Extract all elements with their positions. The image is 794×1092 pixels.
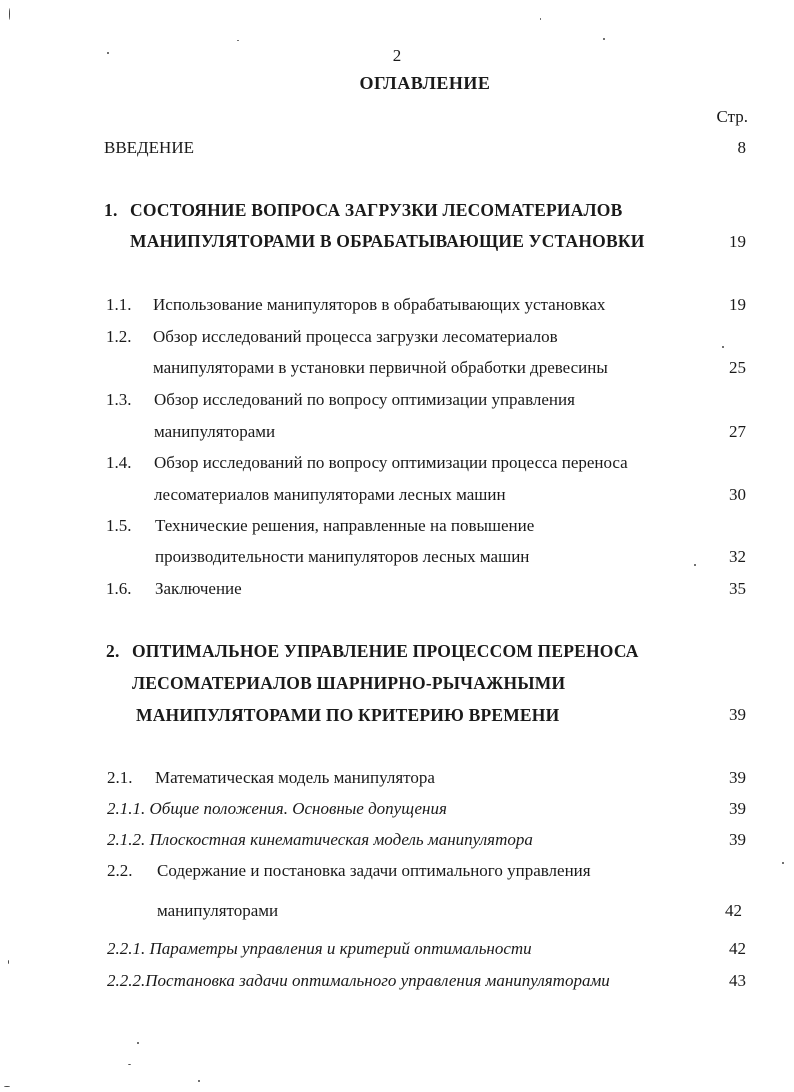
section-1-5-title-line-2: производительности манипуляторов лесных машин xyxy=(155,547,530,566)
toc-intro-title: ВВЕДЕНИЕ xyxy=(104,138,194,157)
section-1-2-title-line-2: манипуляторами в установки первичной обработки древесины xyxy=(153,358,608,377)
section-1-1-title: Использование манипуляторов в обрабатывающих установках xyxy=(153,295,606,314)
chapter-1-title-line-1: СОСТОЯНИЕ ВОПРОСА ЗАГРУЗКИ ЛЕСОМАТЕРИАЛОВ xyxy=(130,200,623,220)
chapter-2-title-line-3: МАНИПУЛЯТОРАМИ ПО КРИТЕРИЮ ВРЕМЕНИ xyxy=(136,705,560,725)
section-1-5-page: 32 xyxy=(729,547,746,566)
section-1-5-title-line-1: Технические решения, направленные на повышение xyxy=(155,516,535,535)
section-2-1-page: 39 xyxy=(729,768,746,787)
chapter-2-title-line-2: ЛЕСОМАТЕРИАЛОВ ШАРНИРНО-РЫЧАЖНЫМИ xyxy=(132,673,566,693)
chapter-1-page: 19 xyxy=(729,232,746,251)
section-1-6-number: 1.6. xyxy=(106,579,132,598)
subsection-2-1-2-title: 2.1.2. Плоскостная кинематическая модель манипулятора xyxy=(107,830,533,849)
subsection-2-1-2-page: 39 xyxy=(729,830,746,849)
subsection-2-2-2-page: 43 xyxy=(729,971,746,990)
section-1-3-number: 1.3. xyxy=(106,390,132,409)
scan-speck xyxy=(722,346,724,348)
scan-speck xyxy=(107,52,109,54)
scan-speck xyxy=(137,1042,139,1044)
scan-speck xyxy=(8,960,9,964)
subsection-2-1-1-page: 39 xyxy=(729,799,746,818)
section-1-4-page: 30 xyxy=(729,485,746,504)
section-2-1-title: Математическая модель манипулятора xyxy=(155,768,435,787)
pages-column-header: Стр. xyxy=(716,107,748,126)
subsection-2-2-1-title: 2.2.1. Параметры управления и критерий оптимальности xyxy=(107,939,532,958)
section-1-3-title-line-2: манипуляторами xyxy=(154,422,276,441)
chapter-1-number: 1. xyxy=(104,200,118,220)
section-1-3-title-line-1: Обзор исследований по вопросу оптимизации управления xyxy=(154,390,575,409)
page-number: 2 xyxy=(392,46,402,65)
section-2-2-number: 2.2. xyxy=(107,861,133,880)
section-2-1-number: 2.1. xyxy=(107,768,133,787)
section-1-2-number: 1.2. xyxy=(106,327,132,346)
section-1-6-page: 35 xyxy=(729,579,746,598)
section-1-6-title: Заключение xyxy=(155,579,242,598)
scan-speck xyxy=(694,564,696,566)
section-2-2-title-line-2: манипуляторами xyxy=(157,901,279,920)
chapter-2-title-line-1: ОПТИМАЛЬНОЕ УПРАВЛЕНИЕ ПРОЦЕССОМ ПЕРЕНОСА xyxy=(132,641,639,661)
section-1-4-title-line-2: лесоматериалов манипуляторами лесных машин xyxy=(154,485,506,504)
subsection-2-1-1-title: 2.1.1. Общие положения. Основные допущения xyxy=(107,799,447,818)
subsection-2-2-1-page: 42 xyxy=(729,939,746,958)
section-2-2-title-line-1: Содержание и постановка задачи оптимального управления xyxy=(157,861,591,880)
section-1-2-title-line-1: Обзор исследований процесса загрузки лесоматериалов xyxy=(153,327,558,346)
scan-speck xyxy=(128,1064,131,1065)
section-1-3-page: 27 xyxy=(729,422,746,441)
scan-speck xyxy=(9,8,10,20)
scan-speck xyxy=(782,862,784,864)
scan-speck xyxy=(198,1080,200,1082)
subsection-2-2-2-title: 2.2.2.Постановка задачи оптимального управления манипуляторами xyxy=(107,971,610,990)
section-1-1-page: 19 xyxy=(729,295,746,314)
section-1-5-number: 1.5. xyxy=(106,516,132,535)
scan-speck xyxy=(237,40,239,41)
scan-speck xyxy=(603,38,605,40)
section-1-2-page: 25 xyxy=(729,358,746,377)
toc-intro-page: 8 xyxy=(737,138,746,157)
section-1-4-title-line-1: Обзор исследований по вопросу оптимизации процесса переноса xyxy=(154,453,628,472)
scan-speck xyxy=(540,18,541,20)
chapter-2-page: 39 xyxy=(729,705,746,724)
chapter-2-number: 2. xyxy=(106,641,120,661)
section-2-2-page: 42 xyxy=(725,901,742,920)
section-1-4-number: 1.4. xyxy=(106,453,132,472)
chapter-1-title-line-2: МАНИПУЛЯТОРАМИ В ОБРАБАТЫВАЮЩИЕ УСТАНОВКИ xyxy=(130,231,645,251)
page-title: ОГЛАВЛЕНИЕ xyxy=(359,73,491,93)
scan-speck xyxy=(4,1086,10,1087)
section-1-1-number: 1.1. xyxy=(106,295,132,314)
